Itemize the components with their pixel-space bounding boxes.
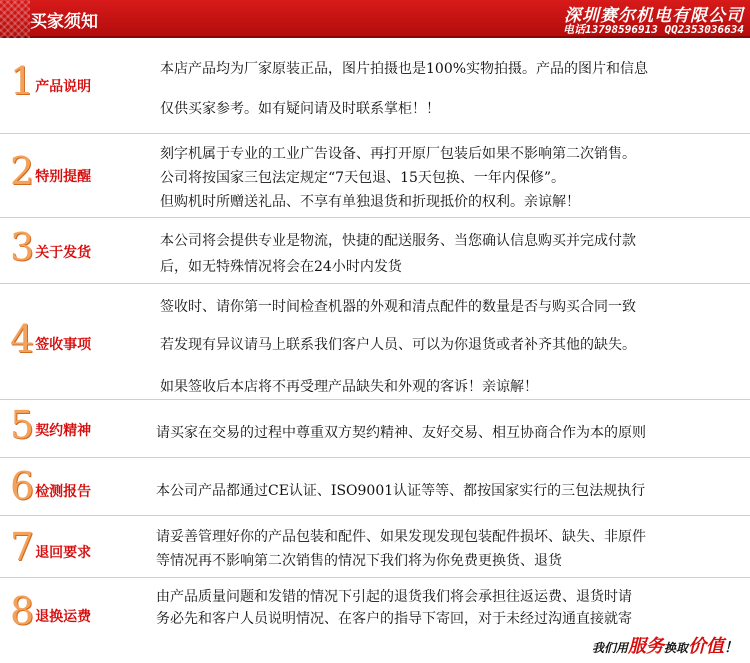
slogan bbox=[592, 632, 738, 658]
section-label bbox=[10, 149, 92, 193]
section-title: 退回要求 bbox=[35, 545, 92, 561]
section-text-line: 本公司产品都通过CE认证、ISO9001认证等等、都按国家实行的三包法规执行 bbox=[156, 483, 646, 499]
section-test-report bbox=[0, 458, 750, 516]
section-text-line: 本公司将会提供专业是物流，快捷的配送服务、当您确认信息购买并完成付款 bbox=[160, 233, 636, 249]
section-text-line: 公司将按国家三包法定规定“7天包退、15天包换、一年内保修”。 bbox=[160, 170, 566, 186]
section-receipt-notes bbox=[0, 284, 750, 400]
section-title: 产品说明 bbox=[35, 79, 92, 95]
section-title: 关于发货 bbox=[35, 245, 92, 261]
section-title: 检测报告 bbox=[35, 484, 92, 500]
section-product-description bbox=[0, 40, 750, 134]
section-number: 8 bbox=[10, 589, 35, 633]
slogan-part: 我们用 bbox=[591, 641, 628, 655]
section-number: 3 bbox=[10, 225, 35, 269]
section-label bbox=[10, 403, 92, 447]
section-number: 7 bbox=[10, 525, 35, 569]
company-name: 深圳赛尔机电有限公司 bbox=[564, 6, 744, 26]
section-label bbox=[10, 317, 92, 361]
section-text-line: 务必先和客户人员说明情况、在客户的指导下寄回，对于未经过沟通直接就寄 bbox=[156, 611, 632, 627]
slogan-part: ！ bbox=[724, 640, 738, 656]
section-text-line: 但购机时所赠送礼品、不享有单独退货和折现抵价的权利。亲谅解！ bbox=[160, 194, 580, 210]
section-number: 2 bbox=[10, 149, 35, 193]
section-text-line: 本店产品均为厂家原装正品，图片拍摄也是100%实物拍摄。产品的图片和信息 bbox=[160, 61, 649, 77]
section-text-line: 请买家在交易的过程中尊重双方契约精神、友好交易、相互协商合作为本的原则 bbox=[156, 425, 646, 441]
section-number: 5 bbox=[10, 403, 35, 447]
slogan-part: 换取 bbox=[663, 641, 688, 655]
section-text-line: 若发现有异议请马上联系我们客户人员、可以为你退货或者补齐其他的缺失。 bbox=[160, 337, 636, 353]
contact-phone: 电话13798596913 QQ2353036634 bbox=[563, 23, 744, 36]
section-text-line: 仅供买家参考。如有疑问请及时联系掌柜！！ bbox=[160, 101, 440, 117]
section-text-line: 签收时、请你第一时间检查机器的外观和清点配件的数量是否与购买合同一致 bbox=[160, 299, 636, 315]
section-label bbox=[10, 225, 92, 269]
section-text-line: 如果签收后本店将不再受理产品缺失和外观的客诉！亲谅解！ bbox=[160, 379, 538, 395]
slogan-highlight: 服务 bbox=[627, 636, 664, 657]
section-title: 退换运费 bbox=[35, 609, 92, 625]
section-title: 签收事项 bbox=[35, 337, 92, 353]
section-title: 特别提醒 bbox=[35, 169, 92, 185]
section-special-notice bbox=[0, 134, 750, 218]
section-text-line: 由产品质量问题和发错的情况下引起的退货我们将会承担往返运费、退货时请 bbox=[156, 589, 632, 605]
header-bar bbox=[0, 0, 750, 38]
section-number: 6 bbox=[10, 464, 35, 508]
section-return-requirements bbox=[0, 516, 750, 578]
section-label bbox=[10, 59, 92, 103]
section-contract-spirit bbox=[0, 400, 750, 458]
section-text-line: 等情况再不影响第二次销售的情况下我们将为你免费更换货、退货 bbox=[156, 553, 562, 569]
section-label bbox=[10, 589, 92, 633]
section-number: 4 bbox=[10, 317, 35, 361]
section-text-line: 刻字机属于专业的工业广告设备、再打开原厂包装后如果不影响第二次销售。 bbox=[160, 146, 636, 162]
page-title: 买家须知 bbox=[30, 12, 98, 32]
section-number: 1 bbox=[10, 59, 35, 103]
section-shipping bbox=[0, 218, 750, 284]
slogan-highlight: 价值 bbox=[688, 636, 724, 657]
section-title: 契约精神 bbox=[35, 423, 92, 439]
section-text-line: 后，如无特殊情况将会在24小时内发货 bbox=[160, 259, 402, 275]
section-label bbox=[10, 464, 92, 508]
header-pattern bbox=[0, 0, 30, 38]
section-text-line: 请妥善管理好你的产品包装和配件、如果发现发现包装配件损坏、缺失、非原件 bbox=[156, 529, 646, 545]
section-label bbox=[10, 525, 92, 569]
